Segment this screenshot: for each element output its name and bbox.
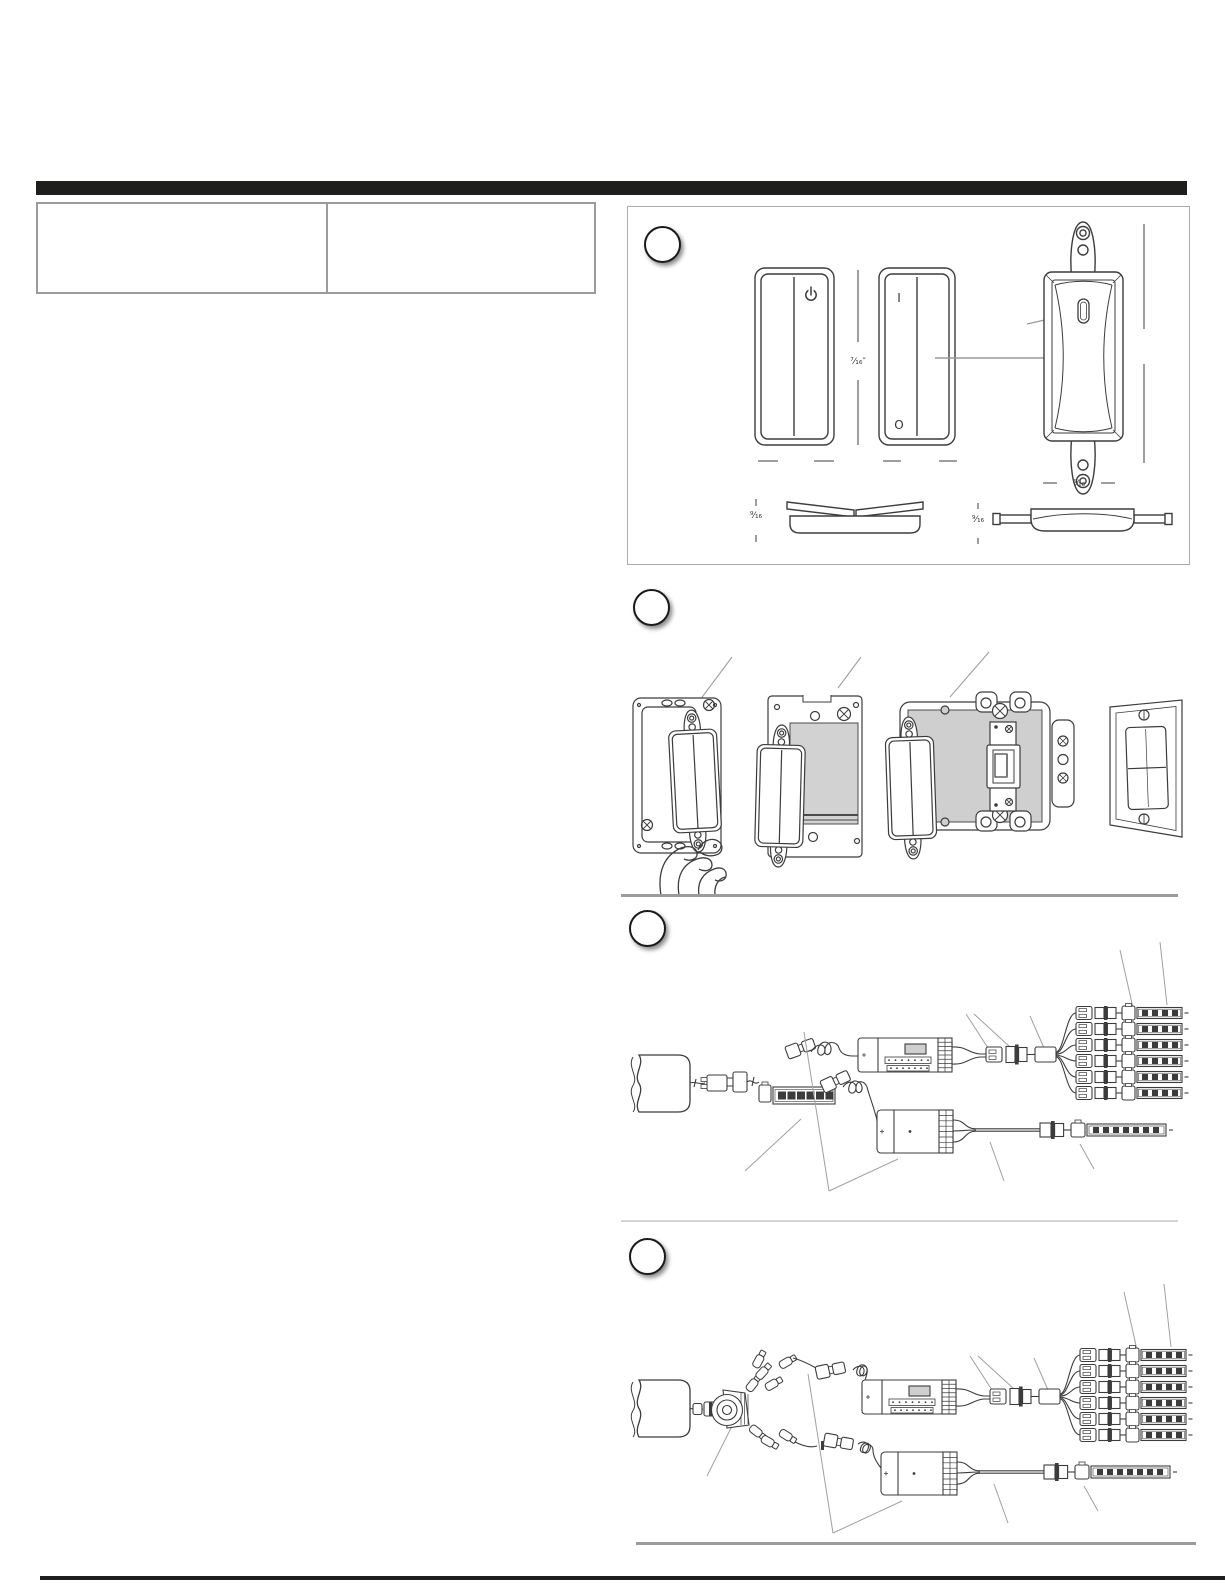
- spec-table: [36, 202, 596, 294]
- side-flange: [1052, 720, 1074, 807]
- spec-table-cell-left: [38, 204, 326, 292]
- remote-on-assembly: [885, 716, 938, 860]
- wall-plate: [1110, 700, 1182, 837]
- rocker-switch: [1126, 726, 1169, 809]
- on-indicator: I: [897, 291, 901, 305]
- switch-assembly: [885, 692, 1074, 860]
- remote-on-bracket: [667, 709, 722, 853]
- power-supply: [631, 1380, 690, 1437]
- height-dimension-label: ⁷⁄₁₆″: [850, 357, 866, 367]
- remote-side-view: [750, 499, 923, 542]
- off-indicator: O: [894, 418, 904, 432]
- side-depth-label-left: ⁹⁄₁₆: [749, 511, 763, 521]
- strip-leader: [745, 1119, 801, 1171]
- figure-remote-dimensions: [627, 206, 1190, 565]
- dc-connector: [701, 1072, 747, 1092]
- header-bar: [36, 181, 1187, 195]
- power-icon: [806, 287, 816, 301]
- step-1-badge: [644, 226, 681, 263]
- link-wire: [747, 1077, 759, 1086]
- remote-front-power: [755, 268, 834, 445]
- section-separator-2: [621, 1220, 1178, 1222]
- power-supply: [631, 1055, 690, 1112]
- section-separator-1: [621, 894, 1178, 897]
- side-depth-label-right: ⁹⁄₁₆: [971, 515, 985, 525]
- remote-front-io: [879, 268, 955, 445]
- splitter-hub: [712, 1390, 750, 1428]
- toggle-switch: [987, 745, 1020, 788]
- bracket-width-dimension: [1043, 479, 1115, 489]
- coiled-wire-bottom: [858, 1442, 881, 1470]
- remote-on-plate: [754, 724, 806, 867]
- coiled-wire-bottom: [843, 1081, 877, 1121]
- figure-wall-installation: [615, 645, 1188, 895]
- figure-wiring-direct: [615, 935, 1225, 1215]
- spec-table-cell-right: [328, 204, 594, 292]
- step-2-badge: [633, 589, 670, 626]
- coiled-wire-top: [811, 1042, 858, 1056]
- leader-lines: [700, 652, 989, 700]
- bracket-width-label: ⁵⁄₁₆: [1072, 479, 1086, 489]
- section-separator-3: [636, 1542, 1196, 1545]
- footer-rule: [40, 1576, 1225, 1580]
- figure-wiring-splitter: [615, 1260, 1225, 1545]
- hub-leader: [707, 1426, 732, 1476]
- bracket-plate-hand: [633, 698, 726, 895]
- height-dimension: [850, 270, 866, 445]
- branch-wire-bottom: [795, 1442, 817, 1447]
- bracket-side-view: [972, 503, 1172, 544]
- mounting-plate: [754, 694, 862, 868]
- remote-back-bracket: [1044, 222, 1123, 494]
- branch-wire-top: [793, 1358, 816, 1368]
